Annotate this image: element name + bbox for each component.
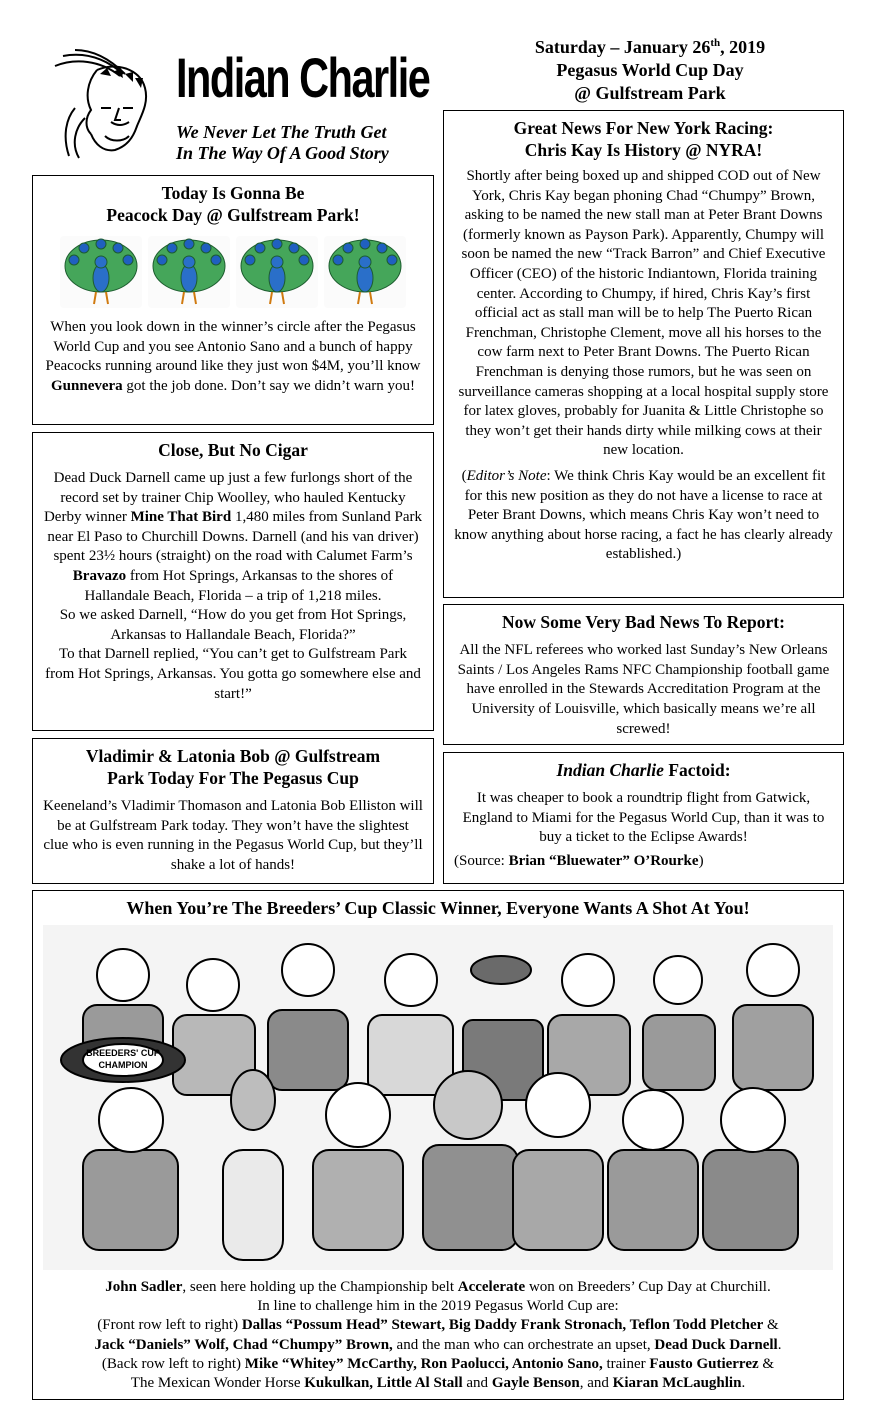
person-name: Mike “Whitey” McCarthy, Ron Paolucci, Antonio Sano, [244,1355,603,1372]
caption-text: & [763,1317,779,1334]
title-text: Factoid: [663,760,731,780]
article-title [454,117,833,161]
article-body: It was cheaper to book a roundtrip flight from Gatwick, England to Miami for the Pegasus World Cup, than it was to buy a ticket to the Eclipse Awards! [462,790,825,846]
person-name: John Sadler [105,1279,183,1295]
article-title [454,759,833,781]
title-line-1: Great News For New York Racing: [513,118,774,138]
dateline-venue: @ Gulfstream Park [574,83,726,103]
horse-name: Accelerate [457,1279,526,1295]
peacock-illustration [60,236,142,308]
person-name: Dead Duck Darnell [654,1336,778,1353]
dateline-date [470,32,830,59]
editors-note [454,467,833,565]
caption-text: and [462,1375,492,1392]
tagline-line-1: We Never Let The Truth Get [176,122,387,142]
title-line-2: Peacock Day @ Gulfstream Park! [106,205,360,225]
source-text: ) [698,853,704,870]
title-italic: Indian Charlie [556,760,664,780]
article-title: Close, But No Cigar [158,440,308,460]
person-name: Kukulkan, Little Al Stall [304,1375,463,1392]
dateline-event: Pegasus World Cup Day [556,60,744,80]
belt-text-2: CHAMPION [98,1060,148,1070]
caption-line [43,1278,833,1297]
body-text: got the job done. Don’t say we didn’t warn you! [122,378,415,395]
factoid-source [454,852,833,872]
person-name: Kiaran McLaughlin [612,1375,742,1392]
article-body: All the NFL referees who worked last Sunday’s New Orleans Saints / Los Angeles Rams NFC Championship football game have enrolled in the Stewards Accreditation Program at the University of Louisville, which basically means we’re all screwed! [457,642,830,737]
body-text: When you look down in the winner’s circle after the Pegasus World Cup and you see Antonio Sano and a bunch of happy Peacocks running around like they just won $4M, you’ll know [45,319,421,375]
caption-text: (Back row left to right) [101,1355,245,1372]
peacock-illustration [148,236,230,308]
horse-name: Bravazo [72,567,127,584]
article-body [43,469,423,704]
caption-text: & [758,1355,775,1372]
belt-text-1: BREEDERS' CUP [86,1048,160,1058]
title-line-2: Chris Kay Is History @ NYRA! [524,140,763,160]
caption-text: . [741,1375,746,1392]
caricature-figure [313,1083,403,1250]
factoid-article [443,752,844,884]
person-name: Gayle Benson [491,1375,580,1392]
caption-text: . [777,1336,782,1353]
paragraph: To that Darnell replied, “You can’t get to Gulfstream Park from Hot Springs, Arkansas. You gotta go somewhere else and start!” [45,646,421,702]
caricature-figure [703,1088,798,1250]
caption-line [43,1355,833,1374]
person-name: Dallas “Possum Head” Stewart, Big Daddy Frank Stronach, Teflon Todd Pletcher [241,1317,764,1334]
caption-text: and the man who can orchestrate an upset, [392,1336,655,1353]
breeders-cup-article [32,890,844,1400]
masthead-title: Indian Charlie [176,46,430,109]
article-body: Keeneland’s Vladimir Thomason and Latonia Bob Elliston will be at Gulfstream Park today. They won’t have the slightest clue who is even running in the Pegasus World Cup, but they’ll shake a lot of hands! [43,798,423,874]
peacock-day-article [32,175,434,425]
indian-head-logo [45,48,165,163]
note-text: : We think Chris Kay would be an excellent fit for this new position as they do not have a license to race at Peter Brant Downs, which means Chris Kay won’t need to know anything about horse racing, a fact he has clearly already established.) [454,467,833,563]
person-name: Jack “Daniels” Wolf, Chad “Chumpy” Brown, [94,1336,393,1353]
peacock-illustration [236,236,318,308]
vladimir-latonia-article [32,738,434,884]
body-text: Dead Duck Darnell came up just a few furlongs short of the record set by trainer Chip Woolley, who hauled Kentucky Derby winner [43,470,413,526]
caricature-figure [733,944,813,1090]
peacock-illustration [324,236,406,308]
title-line-2: Park Today For The Pegasus Cup [107,768,359,788]
note-label: Editor’s Note [466,467,547,484]
title-line-1: Today Is Gonna Be [161,183,305,203]
masthead [40,40,440,170]
dateline [470,32,830,105]
date-suffix: th [710,37,721,49]
caption-text: , seen here holding up the Championship belt [182,1279,458,1295]
note-paren: ( [461,467,467,484]
article-title: When You’re The Breeders’ Cup Classic Winner, Everyone Wants A Shot At You! [126,898,750,918]
date-text: Saturday – January 26 [534,37,711,57]
horse-name: Gunnevera [51,378,123,395]
caricature-figure [83,1088,178,1250]
masthead-tagline [176,122,446,164]
caption-line [43,1336,833,1355]
championship-belt [61,1038,185,1082]
breeders-cup-cartoon [43,925,833,1270]
caption-text: The Mexican Wonder Horse [130,1375,305,1392]
caption-text: (Front row left to right) [97,1317,242,1334]
cartoon-caption [43,1278,833,1393]
source-name: Brian “Bluewater” O’Rourke [508,853,699,870]
caricature-figure [223,1070,283,1260]
article-title [45,182,421,226]
caricature-figure [368,954,453,1095]
article-title: Now Some Very Bad News To Report: [502,612,785,632]
caption-text: won on Breeders’ Cup Day at Churchill. [525,1279,771,1295]
close-but-no-cigar-article [32,432,434,731]
caption-text: trainer [602,1355,650,1372]
paragraph [43,469,423,606]
article-title [43,745,423,789]
title-line-1: Vladimir & Latonia Bob @ Gulfstream [85,746,381,766]
date-year: , 2019 [720,37,766,57]
caricature-figure [268,944,348,1090]
caption-line [43,1374,833,1393]
body-text: from Hot Springs, Arkansas to the shores of Hallandale Beach, Florida – a trip of 1,218 miles. [84,567,394,604]
article-body [45,318,421,397]
caricature-figure [608,1090,698,1250]
paragraph: So we asked Darnell, “How do you get from Hot Springs, Arkansas to Hallandale Beach, Florida?” [59,607,407,643]
caption-line: In line to challenge him in the 2019 Pegasus World Cup are: [257,1298,619,1315]
horse-name: Mine That Bird [130,509,232,526]
caricature-figure [643,956,715,1090]
chris-kay-nyra-article [443,110,844,598]
source-text: (Source: [454,853,509,870]
person-name: Fausto Gutierrez [649,1355,759,1372]
peacock-row [45,236,421,308]
tagline-line-2: In The Way Of A Good Story [176,143,389,163]
caption-text: , and [579,1375,613,1392]
caption-line [43,1316,833,1335]
bad-news-article [443,604,844,745]
body-text: 1,480 miles from Sunland Park near El Paso to Churchill Downs. Darnell (and his van driver) spent 23½ hours (straight) on the road with Calumet Farm’s [47,509,423,565]
article-body: Shortly after being boxed up and shipped COD out of New York, Chris Kay began phoning Chad “Chumpy” Brown, asking to be named the new stall man at Peter Brant Downs (formerly known as Payson Park). Apparently, Chumpy will soon be named the new “Track Barron” and Chief Executive Officer (CEO) of the historic Indiantown, Florida training center. According to Chumpy, if hired, Chris Kay’s first official act as stall man will be to help The Puerto Rican Frenchman, Christophe Clement, move all his horses to the cow farm next to Peter Brant Downs. The Puerto Rican Frenchman is denying those rumors, but he was seen on surveillance cameras shopping at a local hospital supply store for latex gloves, probably for Juanita & Little Christophe so they won’t get their hands dirty while milking cows at their new location. [458,168,829,459]
caricature-figure [513,1073,603,1250]
